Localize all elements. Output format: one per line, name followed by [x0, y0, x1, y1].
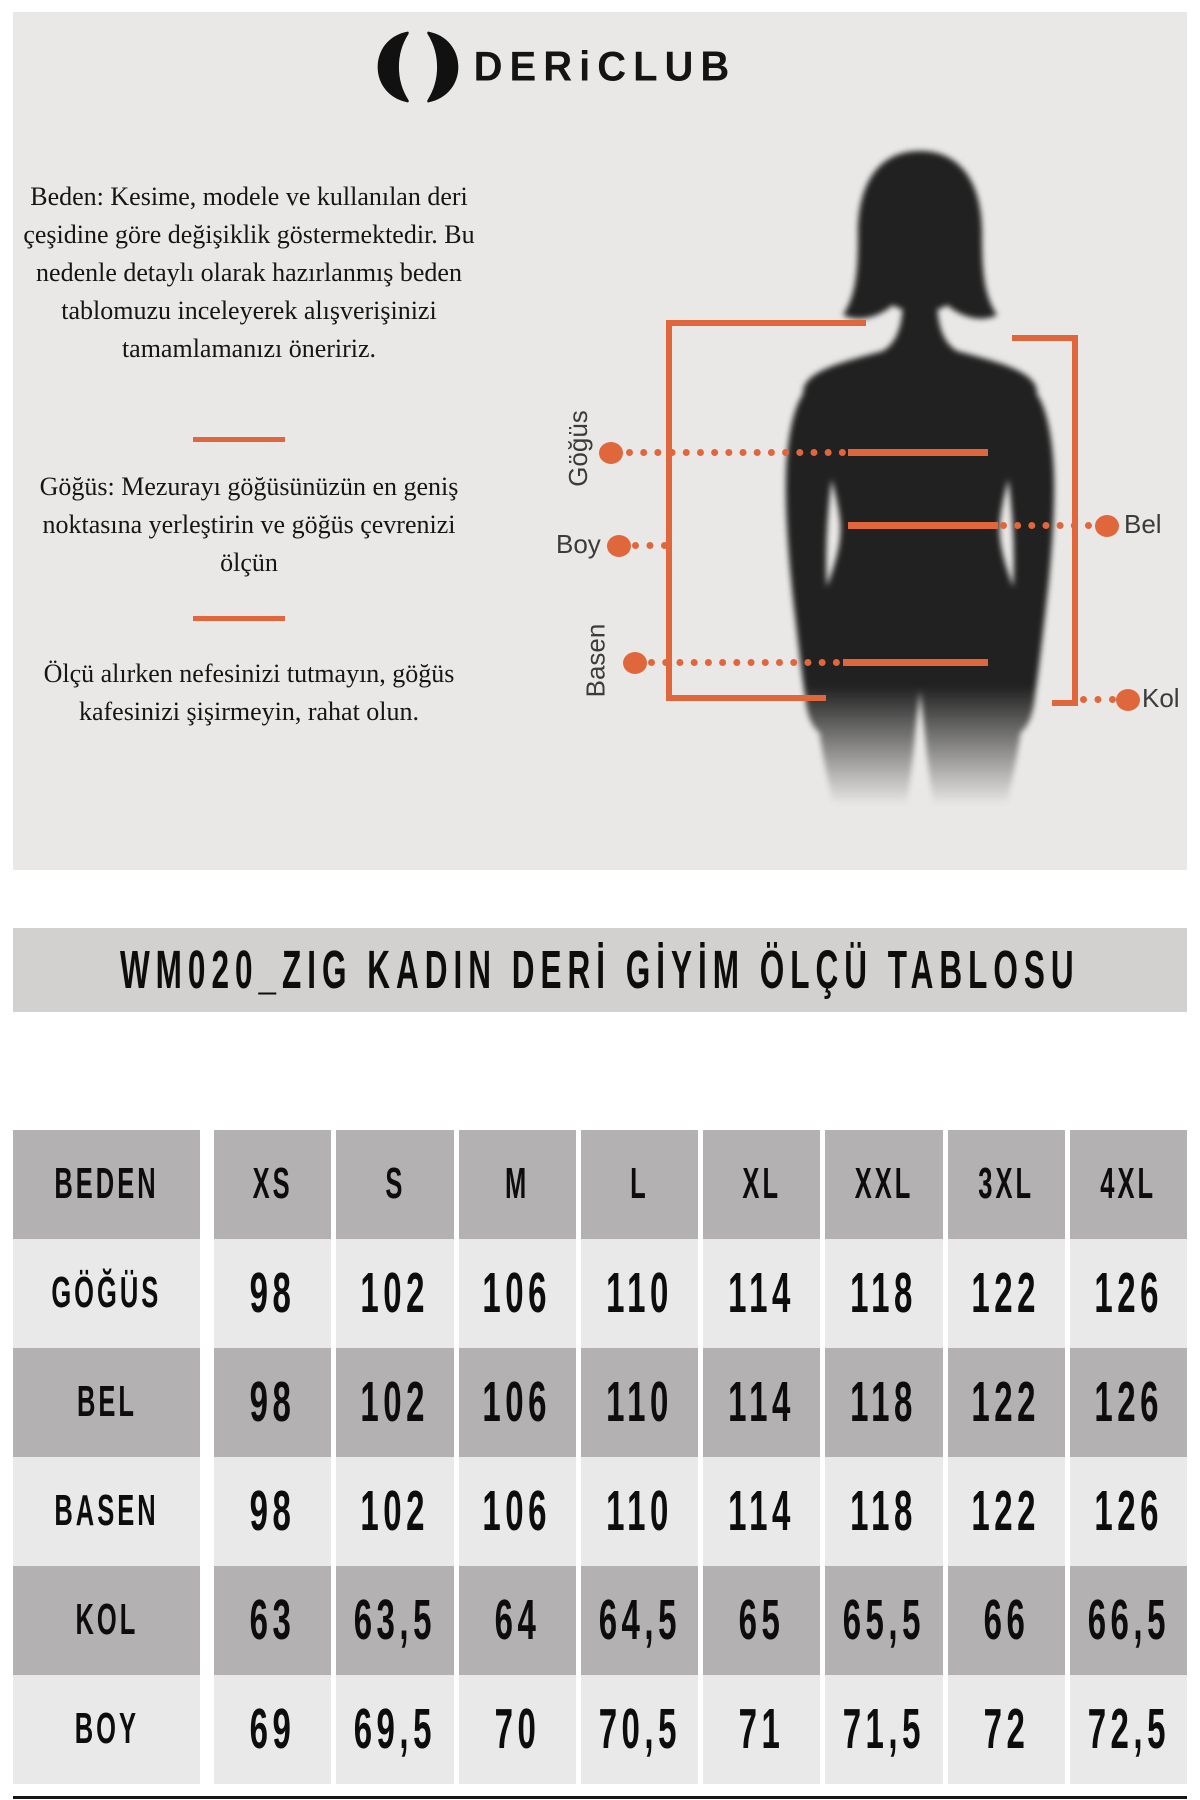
- size-table-cell: 106: [459, 1348, 576, 1457]
- size-table-cell: 110: [581, 1348, 698, 1457]
- size-table: [13, 1130, 1187, 1784]
- size-table-header-size: M: [459, 1130, 576, 1239]
- woman-silhouette: [755, 145, 1085, 805]
- size-table-cell: 102: [336, 1457, 453, 1566]
- size-table-row-label: BOY: [13, 1675, 200, 1784]
- length-bracket-bottom: [666, 695, 826, 701]
- size-table-cell: 71,5: [825, 1675, 942, 1784]
- waist-marker-dot: [1095, 515, 1119, 537]
- size-table-cell: 66,5: [1070, 1566, 1187, 1675]
- size-table-cell: 118: [825, 1239, 942, 1348]
- waist-measure-line: [848, 522, 998, 529]
- size-table-cell: 64: [459, 1566, 576, 1675]
- size-table-cell: 110: [581, 1457, 698, 1566]
- size-info-paragraph: Beden: Kesime, modele ve kullanılan deri çeşidine göre değişiklik göstermektedir. Bu nedenle detaylı olarak hazırlanmış beden tablomuzu inceleyerek alışverişinizi tamamlamanızı öneririz.: [23, 182, 475, 363]
- size-table-cell: 114: [703, 1239, 820, 1348]
- size-table-cell: 98: [214, 1348, 331, 1457]
- brand-logo: [0, 30, 1142, 104]
- size-table-cell: 106: [459, 1457, 576, 1566]
- size-table-row-label: BEL: [13, 1348, 200, 1457]
- length-marker-dot: [607, 535, 631, 557]
- size-table-cell: 63,5: [336, 1566, 453, 1675]
- divider: [193, 437, 285, 442]
- chest-label: Göğüs: [562, 409, 593, 487]
- brand-logo-icon: [374, 30, 462, 104]
- size-table-cell: 63: [214, 1566, 331, 1675]
- hip-dotted-line: [648, 659, 840, 666]
- size-table-cell: 64,5: [581, 1566, 698, 1675]
- arm-bracket-vertical: [1072, 335, 1078, 706]
- size-table-cell: 126: [1070, 1457, 1187, 1566]
- table-title-banner: [13, 928, 1187, 1012]
- size-table-cell: 72,5: [1070, 1675, 1187, 1784]
- arm-bracket-bottom: [1052, 700, 1078, 706]
- chest-measure-paragraph: Göğüs: Mezurayı göğüsünüzün en geniş noktasına yerleştirin ve göğüs çevrenizi ölçün: [39, 472, 459, 577]
- size-table-header-size: XXL: [825, 1130, 942, 1239]
- size-table-header-size: L: [581, 1130, 698, 1239]
- size-table-cell: 102: [336, 1239, 453, 1348]
- length-bracket-top: [666, 320, 866, 326]
- arm-marker-dot: [1116, 689, 1140, 711]
- size-table-cell: 106: [459, 1239, 576, 1348]
- size-table-cell: 72: [948, 1675, 1065, 1784]
- size-table-row-label: KOL: [13, 1566, 200, 1675]
- size-table-cell: 70: [459, 1675, 576, 1784]
- size-table-cell: 114: [703, 1348, 820, 1457]
- measuring-tip-paragraph: Ölçü alırken nefesinizi tutmayın, göğüs kafesinizi şişirmeyin, rahat olun.: [43, 659, 455, 726]
- arm-bracket-top: [1012, 335, 1078, 341]
- size-table-header-size: 4XL: [1070, 1130, 1187, 1239]
- info-panel: [13, 12, 1187, 870]
- size-table-row-label: BASEN: [13, 1457, 200, 1566]
- length-bracket-vertical: [666, 320, 672, 701]
- size-table-cell: 71: [703, 1675, 820, 1784]
- bottom-border-line: [13, 1796, 1187, 1799]
- size-table-cell: 122: [948, 1239, 1065, 1348]
- size-table-cell: 122: [948, 1457, 1065, 1566]
- size-table-cell: 70,5: [581, 1675, 698, 1784]
- size-table-cell: 65,5: [825, 1566, 942, 1675]
- size-table-cell: 66: [948, 1566, 1065, 1675]
- chest-measure-line: [848, 449, 988, 456]
- size-table-cell: 114: [703, 1457, 820, 1566]
- size-table-cell: 69: [214, 1675, 331, 1784]
- waist-label: Bel: [1124, 509, 1162, 539]
- size-table-header-beden: BEDEN: [13, 1130, 200, 1239]
- size-table-cell: 69,5: [336, 1675, 453, 1784]
- arm-label: Kol: [1142, 683, 1180, 713]
- size-table-cell: 126: [1070, 1348, 1187, 1457]
- size-table-cell: 102: [336, 1348, 453, 1457]
- size-table-cell: 98: [214, 1239, 331, 1348]
- size-table-cell: 65: [703, 1566, 820, 1675]
- arm-dotted-line: [1080, 696, 1116, 703]
- size-table-cell: 98: [214, 1457, 331, 1566]
- length-label: Boy: [556, 529, 601, 559]
- waist-dotted-line: [1000, 522, 1092, 529]
- size-table-header-size: XL: [703, 1130, 820, 1239]
- size-table-cell: 126: [1070, 1239, 1187, 1348]
- size-table-header-size: S: [336, 1130, 453, 1239]
- size-table-cell: 122: [948, 1348, 1065, 1457]
- size-table-header-size: 3XL: [948, 1130, 1065, 1239]
- chest-dotted-line: [626, 449, 846, 456]
- divider: [193, 616, 285, 621]
- size-table-header-size: XS: [214, 1130, 331, 1239]
- hip-label: Basen: [580, 623, 611, 697]
- brand-name: DERiCLUB: [473, 43, 737, 90]
- size-table-row-label: GÖĞÜS: [13, 1239, 200, 1348]
- hip-measure-line: [843, 659, 988, 666]
- size-table-cell: 118: [825, 1457, 942, 1566]
- size-table-cell: 110: [581, 1239, 698, 1348]
- table-title: WM020_ZIG KADIN DERİ GİYİM ÖLÇÜ TABLOSU: [120, 939, 1080, 1000]
- length-dotted-line: [632, 542, 668, 549]
- size-table-cell: 118: [825, 1348, 942, 1457]
